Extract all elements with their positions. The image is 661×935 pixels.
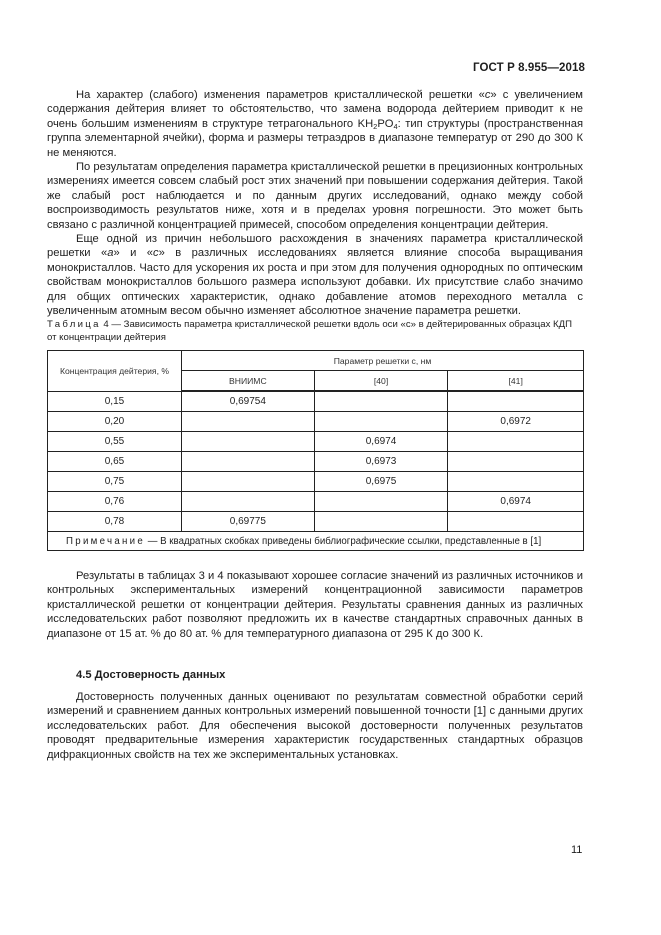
text-block-reliability bbox=[47, 690, 583, 762]
cell-vniims bbox=[181, 412, 314, 432]
paragraph-5: Достоверность полученных данных оценивают по результатам совместной обработки серий измерений и сравнением данных контрольных измерений повышенной точности [1] с данными других исследовательских работ. Для обеспечения высокой достоверности полученных результатов проводят предварительные измерения характеристик государственных стандартных образцов дифракционных свойств на тех же экспериментальных установках. bbox=[47, 691, 583, 761]
paragraph-4: Результаты в таблицах 3 и 4 показывают хорошее согласие значений из различных источников и контрольных экспериментальных измерений концентрационной зависимости параметров кристаллической решетки от концентрации дейтерия. Результаты сравнения данных из различных исследовательских работ позволяют предложить их в качестве стандартных справочных данных в диапазоне от 15 ат. % до 80 ат. % для температурного диапазона от 295 К до 300 К. bbox=[47, 570, 583, 640]
cell-ref-41 bbox=[448, 391, 584, 412]
paragraph-3: Еще одной из причин небольшого расхождения в значениях параметра кристаллической решетки «a» и «c» в различных исследованиях является влияние способа выращивания монокристаллов. Часто для ускорения их роста и при этом для получения однородных по оптическим свойствам монокристаллов большого размера используют добавки. Их присутствие слабо значимо для общих оптических характеристик, однако добавление атомов переходного металла с увеличенным атомным весом обычно изменяет абсолютное значение параметра решетки. bbox=[47, 233, 583, 318]
page-number: 11 bbox=[571, 844, 583, 856]
cell-ref-40: 0,6975 bbox=[314, 472, 448, 492]
header-lattice-parameter: Параметр решетки c, нм bbox=[181, 351, 583, 371]
cell-ref-40 bbox=[314, 412, 448, 432]
cell-ref-40 bbox=[314, 391, 448, 412]
cell-ref-40: 0,6973 bbox=[314, 452, 448, 472]
cell-vniims: 0,69775 bbox=[181, 512, 314, 532]
table-row bbox=[48, 492, 584, 512]
cell-ref-41 bbox=[448, 452, 584, 472]
cell-ref-41 bbox=[448, 512, 584, 532]
header-vniims: ВНИИМС bbox=[181, 371, 314, 392]
cell-vniims bbox=[181, 492, 314, 512]
cell-concentration: 0,76 bbox=[48, 492, 182, 512]
table-note-row bbox=[48, 532, 584, 551]
text-block-top bbox=[47, 88, 583, 319]
text-block-results bbox=[47, 569, 583, 641]
cell-vniims bbox=[181, 452, 314, 472]
table-row bbox=[48, 512, 584, 532]
cell-ref-41: 0,6974 bbox=[448, 492, 584, 512]
cell-concentration: 0,78 bbox=[48, 512, 182, 532]
cell-ref-41 bbox=[448, 472, 584, 492]
cell-ref-41: 0,6972 bbox=[448, 412, 584, 432]
cell-ref-41 bbox=[448, 432, 584, 452]
cell-concentration: 0,75 bbox=[48, 472, 182, 492]
cell-vniims: 0,69754 bbox=[181, 391, 314, 412]
table-row bbox=[48, 432, 584, 452]
table-row bbox=[48, 391, 584, 412]
table-note: Примечание — В квадратных скобках приведены библиографические ссылки, представленные в [1] bbox=[48, 532, 584, 551]
cell-concentration: 0,65 bbox=[48, 452, 182, 472]
paragraph-2: По результатам определения параметра кристаллической решетки в прецизионных контрольных измерениях имеется совсем слабый рост этих значений при повышении содержания дейтерия. Такой же слабый рост наблюдается и по данным других исследований, однако между собой воспроизводимость результатов ниже, хотя и в пределах уровня погрешности. Это может быть связано с различной концентрацией примесей, способом определения концентрации дейтерия. bbox=[47, 161, 583, 231]
table-row bbox=[48, 452, 584, 472]
header-ref-40: [40] bbox=[314, 371, 448, 392]
cell-concentration: 0,20 bbox=[48, 412, 182, 432]
table-caption: Таблица 4 — Зависимость параметра кристаллической решетки вдоль оси «c» в дейтерированных образцах КДП от концентрации дейтерия bbox=[47, 319, 573, 343]
cell-ref-40 bbox=[314, 512, 448, 532]
paragraph-1: На характер (слабого) изменения параметров кристаллической решетки «c» с увеличением содержания дейтерия влияет то обстоятельство, что замена водорода дейтерием приводит к не очень большим изменениям в структуре тетрагонального $KH_2PO_4$: тип структуры (пространственная группа элементарной ячейки), форма и размеры тетраэдров в диапазоне температур от 290 до 300 К не меняются. bbox=[47, 89, 583, 159]
section-heading: 4.5 Достоверность данных bbox=[76, 669, 226, 681]
table-row bbox=[48, 412, 584, 432]
cell-concentration: 0,55 bbox=[48, 432, 182, 452]
deuterium-lattice-table bbox=[47, 350, 584, 551]
cell-vniims bbox=[181, 472, 314, 492]
cell-concentration: 0,15 bbox=[48, 391, 182, 412]
header-ref-41: [41] bbox=[448, 371, 584, 392]
header-concentration: Концентрация дейтерия, % bbox=[48, 351, 182, 392]
cell-vniims bbox=[181, 432, 314, 452]
table-header-row-1 bbox=[48, 351, 584, 371]
table-row bbox=[48, 472, 584, 492]
cell-ref-40 bbox=[314, 492, 448, 512]
document-id-header: ГОСТ Р 8.955—2018 bbox=[473, 62, 585, 74]
cell-ref-40: 0,6974 bbox=[314, 432, 448, 452]
